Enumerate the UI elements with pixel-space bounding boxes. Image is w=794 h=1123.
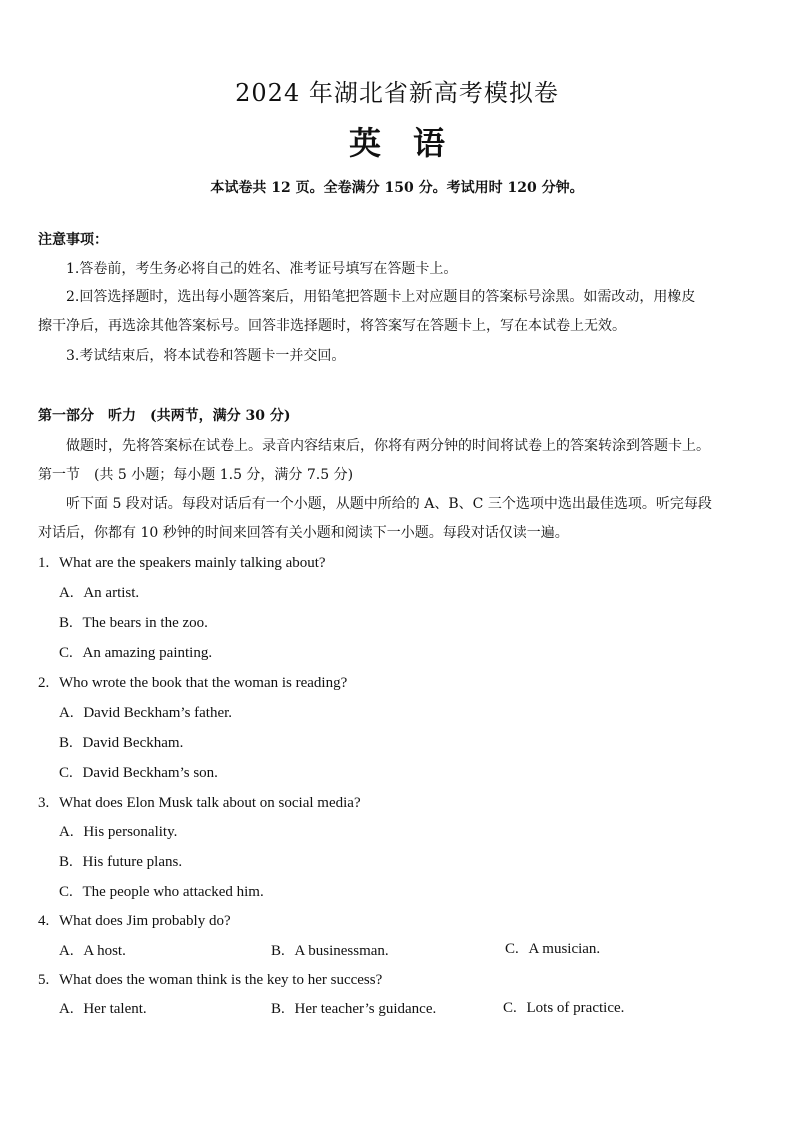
question-number: 4. [38,913,50,929]
question-text: What does Elon Musk talk about on social media? [59,795,361,811]
q3-option-c: C. The people who attacked him. [59,884,264,900]
q3-option-a: A. His personality. [59,824,178,840]
q4-option-b: B. A businessman. [271,943,389,959]
q3-option-b: B. His future plans. [59,854,183,870]
section1-instruction-line1: 听下面 5 段对话。每段对话后有一个小题，从题中所给的 A、B、C 三个选项中选出最佳选项。听完每段 [66,496,712,512]
question-5 [38,972,382,989]
q1-option-b: B. The bears in the zoo. [59,615,208,631]
question-3 [38,795,361,812]
question-text: What does the woman think is the key to her success? [59,972,383,988]
exam-title: 2024 年湖北省新高考模拟卷 [235,79,559,107]
q5-option-b: B. Her teacher’s guidance. [271,1001,437,1017]
note-item-3: 3.考试结束后，将本试卷和答题卡一并交回。 [66,348,346,364]
question-number: 2. [38,675,50,691]
question-4 [38,913,231,930]
question-text: What are the speakers mainly talking about? [59,555,326,571]
question-number: 5. [38,972,50,988]
question-2 [38,675,347,692]
q4-option-a: A. A host. [59,943,126,959]
notes-heading: 注意事项： [38,232,108,248]
question-number: 3. [38,795,50,811]
question-1 [38,555,326,572]
q2-option-c: C. David Beckham’s son. [59,765,218,781]
q5-option-a: A. Her talent. [59,1001,147,1017]
question-text: Who wrote the book that the woman is reading? [59,675,348,691]
exam-intro: 本试卷共 12 页。全卷满分 150 分。考试用时 120 分钟。 [210,180,584,196]
q1-option-a: A. An artist. [59,585,140,601]
q2-option-a: A. David Beckham’s father. [59,705,233,721]
section1-heading: 第一节 (共 5 小题；每小题 1.5 分，满分 7.5 分) [38,467,354,483]
q5-option-c: C. Lots of practice. [503,1000,625,1016]
note-item-1: 1.答卷前，考生务必将自己的姓名、准考证号填写在答题卡上。 [66,261,458,277]
question-text: What does Jim probably do? [59,913,231,929]
section1-instruction-line2: 对话后，你都有 10 秒钟的时间来回答有关小题和阅读下一小题。每段对话仅读一遍。 [38,525,569,541]
question-number: 1. [38,555,50,571]
q4-option-c: C. A musician. [505,941,601,957]
part1-instruction: 做题时，先将答案标在试卷上。录音内容结束后，你将有两分钟的时间将试卷上的答案转涂到答题卡上。 [66,438,710,454]
note-item-2-cont: 擦干净后，再选涂其他答案标号。回答非选择题时，将答案写在答题卡上，写在本试卷上无效。 [38,318,626,334]
q1-option-c: C. An amazing painting. [59,645,213,661]
subject-title: 英语 [348,124,477,162]
note-item-2: 2.回答选择题时，选出每小题答案后，用铅笔把答题卡上对应题目的答案标号涂黑。如需改动，用橡皮 [66,289,696,305]
part1-heading: 第一部分 听力 (共两节，满分 30 分) [38,408,291,424]
q2-option-b: B. David Beckham. [59,735,184,751]
